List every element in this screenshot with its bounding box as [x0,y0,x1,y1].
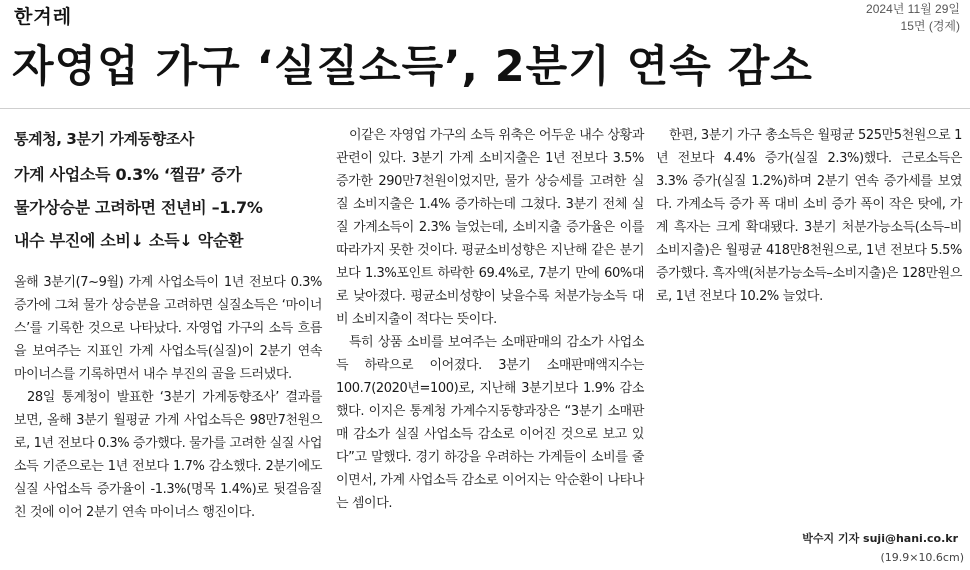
article-paragraph: 한편, 3분기 가구 총소득은 월평균 525만5천원으로 1년 전보다 4.4% 증가(실질 2.3%)했다. 근로소득은 3.3% 증가(실질 1.2%)하며 2분기 연속 증가세를 보였다. 가계소득 증가 폭 대비 소비 증가 폭이 작은 탓에, 가계 흑자는 크게 확대됐다. 3분기 처분가능소득(소득–비소비지출)은 월평균 418만8천원으로, 1년 전보다 5.5% 증가했다. 흑자액(처분가능소득–소비지출)은 128만원으로, 1년 전보다 10.2% 늘었다. [656,128,962,304]
headline: 자영업 가구 ‘실질소득’, 2분기 연속 감소 [12,42,813,92]
article-paragraph: 올해 3분기(7~9월) 가계 사업소득이 1년 전보다 0.3% 증가에 그쳐 물가 상승분을 고려하면 실질소득은 ‘마이너스’를 기록한 것으로 나타났다. 자영업 가구의 소득 흐름을 보여주는 지표인 가계 사업소득(실질)이 2분기 연속 마이너스를 기록하면서 내수 부진의 골을 드러냈다. [14,275,322,382]
page-section: 15면 (경제) [900,19,960,33]
subhead: 내수 부진에 소비↓ 소득↓ 악순환 [14,231,244,250]
article-column-2 [336,124,644,515]
article-paragraph: 이같은 자영업 가구의 소득 위축은 어두운 내수 상황과 관련이 있다. 3분기 가계 소비지출은 1년 전보다 3.5% 증가한 290만7천원이었지만, 물가 상승세를 고려한 실질 소비지출은 1.4% 증가하는데 그쳤다. 3분기 전체 실질 가계소득이 2.3% 늘었는데, 소비지출 증가율은 이를 따라가지 못한 것이다. 평균소비성향은 지난해 같은 분기보다 1.3%포인트 하락한 69.4%로, 7분기 만에 60%대로 낮아졌다. 평균소비성향이 낮을수록 처분가능소득 대비 소비지출이 적다는 뜻이다. [336,128,644,327]
headline-divider [0,108,970,109]
article-paragraph: 특히 상품 소비를 보여주는 소매판매의 감소가 사업소득 하락으로 이어졌다. 3분기 소매판매액지수는 100.7(2020년=100)로, 지난해 3분기보다 1.9% 감소했다. 이지은 통계청 가계수지동향과장은 “3분기 소매판매 감소가 실질 사업소득 감소로 이어진 것으로 보고 있다”고 말했다. 경기 하강을 우려하는 가계들이 소비를 줄이면서, 가계 사업소득 감소로 이어지는 악순환이 나타나는 셈이다. [336,335,644,511]
subhead: 가계 사업소득 0.3% ‘찔끔’ 증가 [14,165,242,184]
newspaper-logo: 한겨레 [14,6,73,28]
subhead: 물가상승분 고려하면 전년비 –1.7% [14,198,263,217]
publication-date: 2024년 11월 29일 [866,2,960,16]
article-paragraph: 28일 통계청이 발표한 ‘3분기 가계동향조사’ 결과를 보면, 올해 3분기 월평균 가계 사업소득은 98만7천원으로, 1년 전보다 0.3% 증가했다. 물가를 고려한 실질 사업소득 기준으로는 1년 전보다 1.7% 감소했다. 2분기에도 실질 사업소득 증가율이 -1.3%(명목 1.4%)로 뒷걸음질 친 것에 이어 2분기 연속 마이너스 행진이다. [14,390,322,520]
clipping-size: (19.9×10.6cm) [880,551,964,564]
subheads [14,158,322,257]
article-column-1 [14,126,322,524]
publication-meta [866,1,960,35]
byline: 박수지 기자 suji@hani.co.kr [802,532,958,545]
kicker: 통계청, 3분기 가계동향조사 [14,130,194,148]
article-column-3 [656,124,962,308]
